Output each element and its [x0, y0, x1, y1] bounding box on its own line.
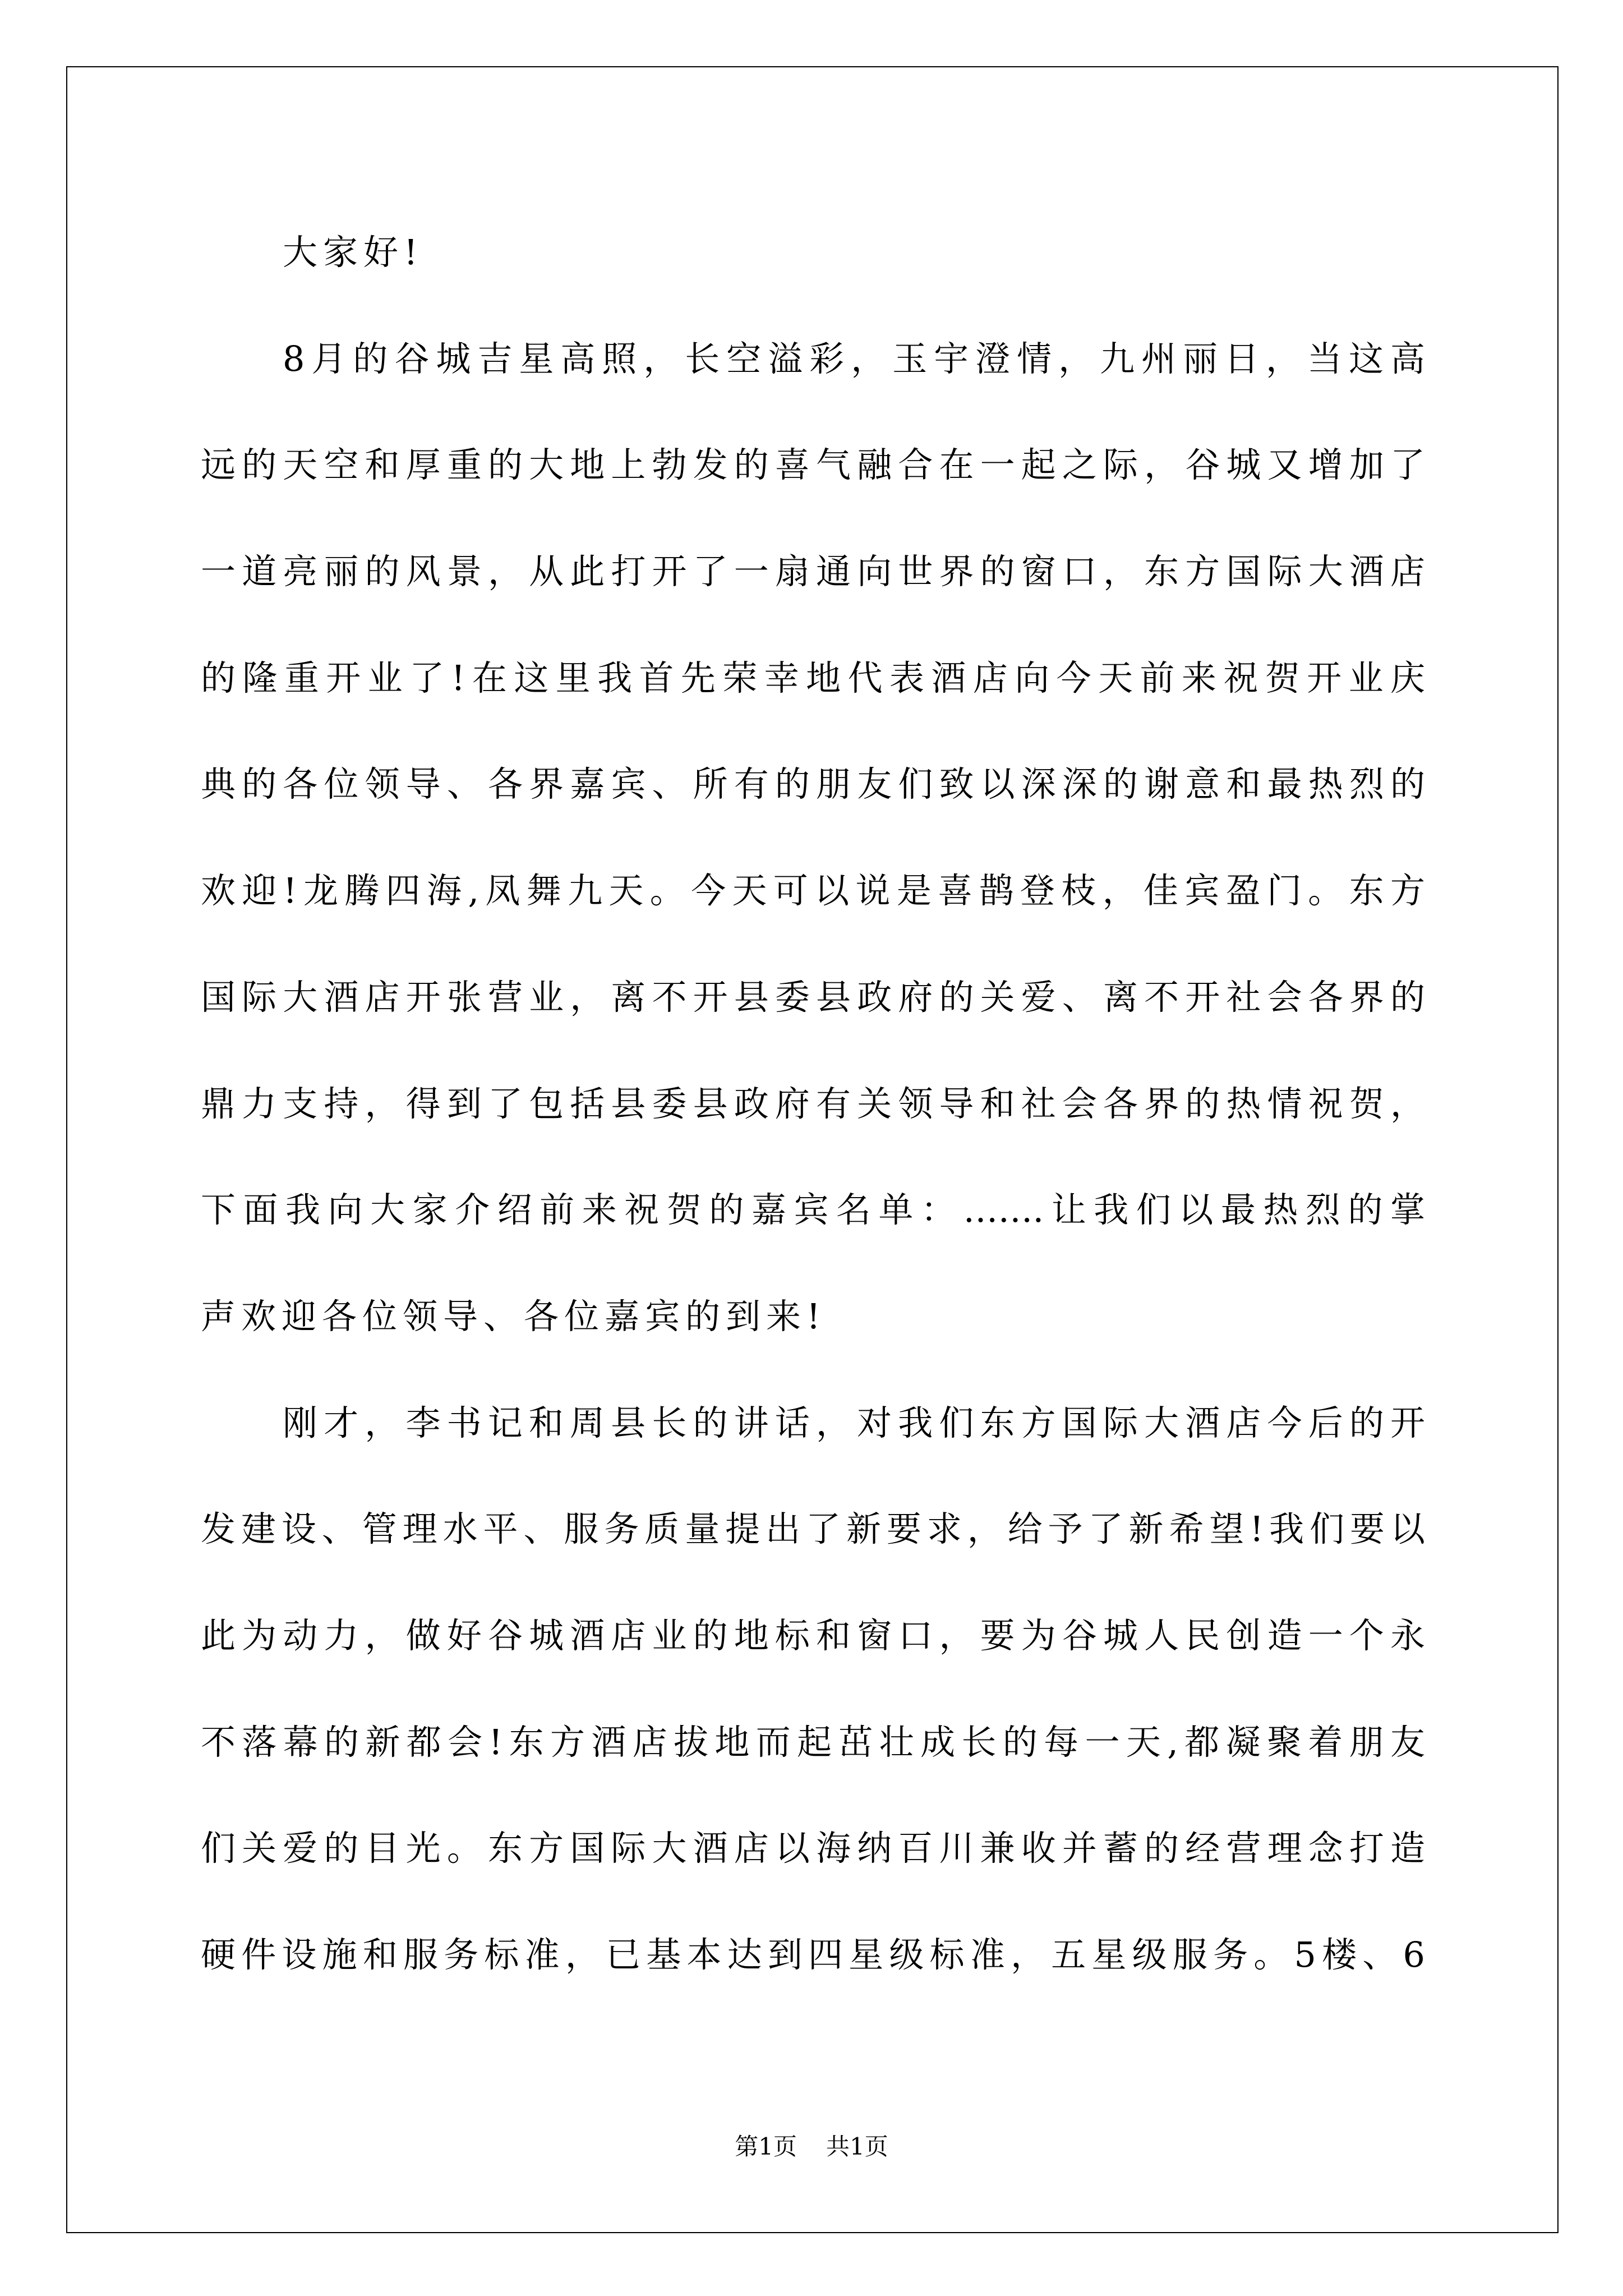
- paragraph-opening: [201, 306, 1425, 1370]
- page-footer: [0, 2130, 1623, 2164]
- text-line: 8月的谷城吉星高照，长空溢彩，玉宇澄情，九州丽日，当这高: [283, 338, 1425, 379]
- text-line: 远的天空和厚重的大地上勃发的喜气融合在一起之际，谷城又增加了: [201, 444, 1425, 486]
- paragraph-response: [201, 1370, 1425, 2008]
- text-line: 发建设、管理水平、服务质量提出了新要求，给予了新希望!我们要以: [201, 1508, 1425, 1550]
- text-line: 们关爱的目光。东方国际大酒店以海纳百川兼收并蓄的经营理念打造: [201, 1828, 1425, 1869]
- body-text: [201, 199, 1425, 2008]
- paragraph-greeting: [201, 199, 1425, 306]
- text-line: 不落幕的新都会!东方酒店拔地而起茁壮成长的每一天,都凝聚着朋友: [201, 1721, 1425, 1763]
- text-line: 鼎力支持，得到了包括县委县政府有关领导和社会各界的热情祝贺，: [201, 1083, 1425, 1124]
- text-line: 下面我向大家介绍前来祝贺的嘉宾名单：…….让我们以最热烈的掌: [201, 1189, 1425, 1231]
- page-number: 第1页: [735, 2133, 797, 2160]
- text-line: 声欢迎各位领导、各位嘉宾的到来!: [201, 1295, 826, 1337]
- page-total: 共1页: [826, 2133, 888, 2160]
- text-line: 欢迎!龙腾四海,凤舞九天。今天可以说是喜鹊登枝，佳宾盈门。东方: [201, 870, 1425, 912]
- text-line: 典的各位领导、各界嘉宾、所有的朋友们致以深深的谢意和最热烈的: [201, 763, 1425, 805]
- text-line: 一道亮丽的风景，从此打开了一扇通向世界的窗口，东方国际大酒店: [201, 551, 1425, 592]
- text-line: 的隆重开业了!在这里我首先荣幸地代表酒店向今天前来祝贺开业庆: [201, 657, 1425, 698]
- text-line: 大家好!: [283, 232, 423, 273]
- text-line: 国际大酒店开张营业，离不开县委县政府的关爱、离不开社会各界的: [201, 976, 1425, 1018]
- text-line: 硬件设施和服务标准，已基本达到四星级标准，五星级服务。5楼、6: [201, 1934, 1425, 1975]
- text-line: 此为动力，做好谷城酒店业的地标和窗口，要为谷城人民创造一个永: [201, 1614, 1425, 1656]
- text-line: 刚才，李书记和周县长的讲话，对我们东方国际大酒店今后的开: [283, 1402, 1425, 1443]
